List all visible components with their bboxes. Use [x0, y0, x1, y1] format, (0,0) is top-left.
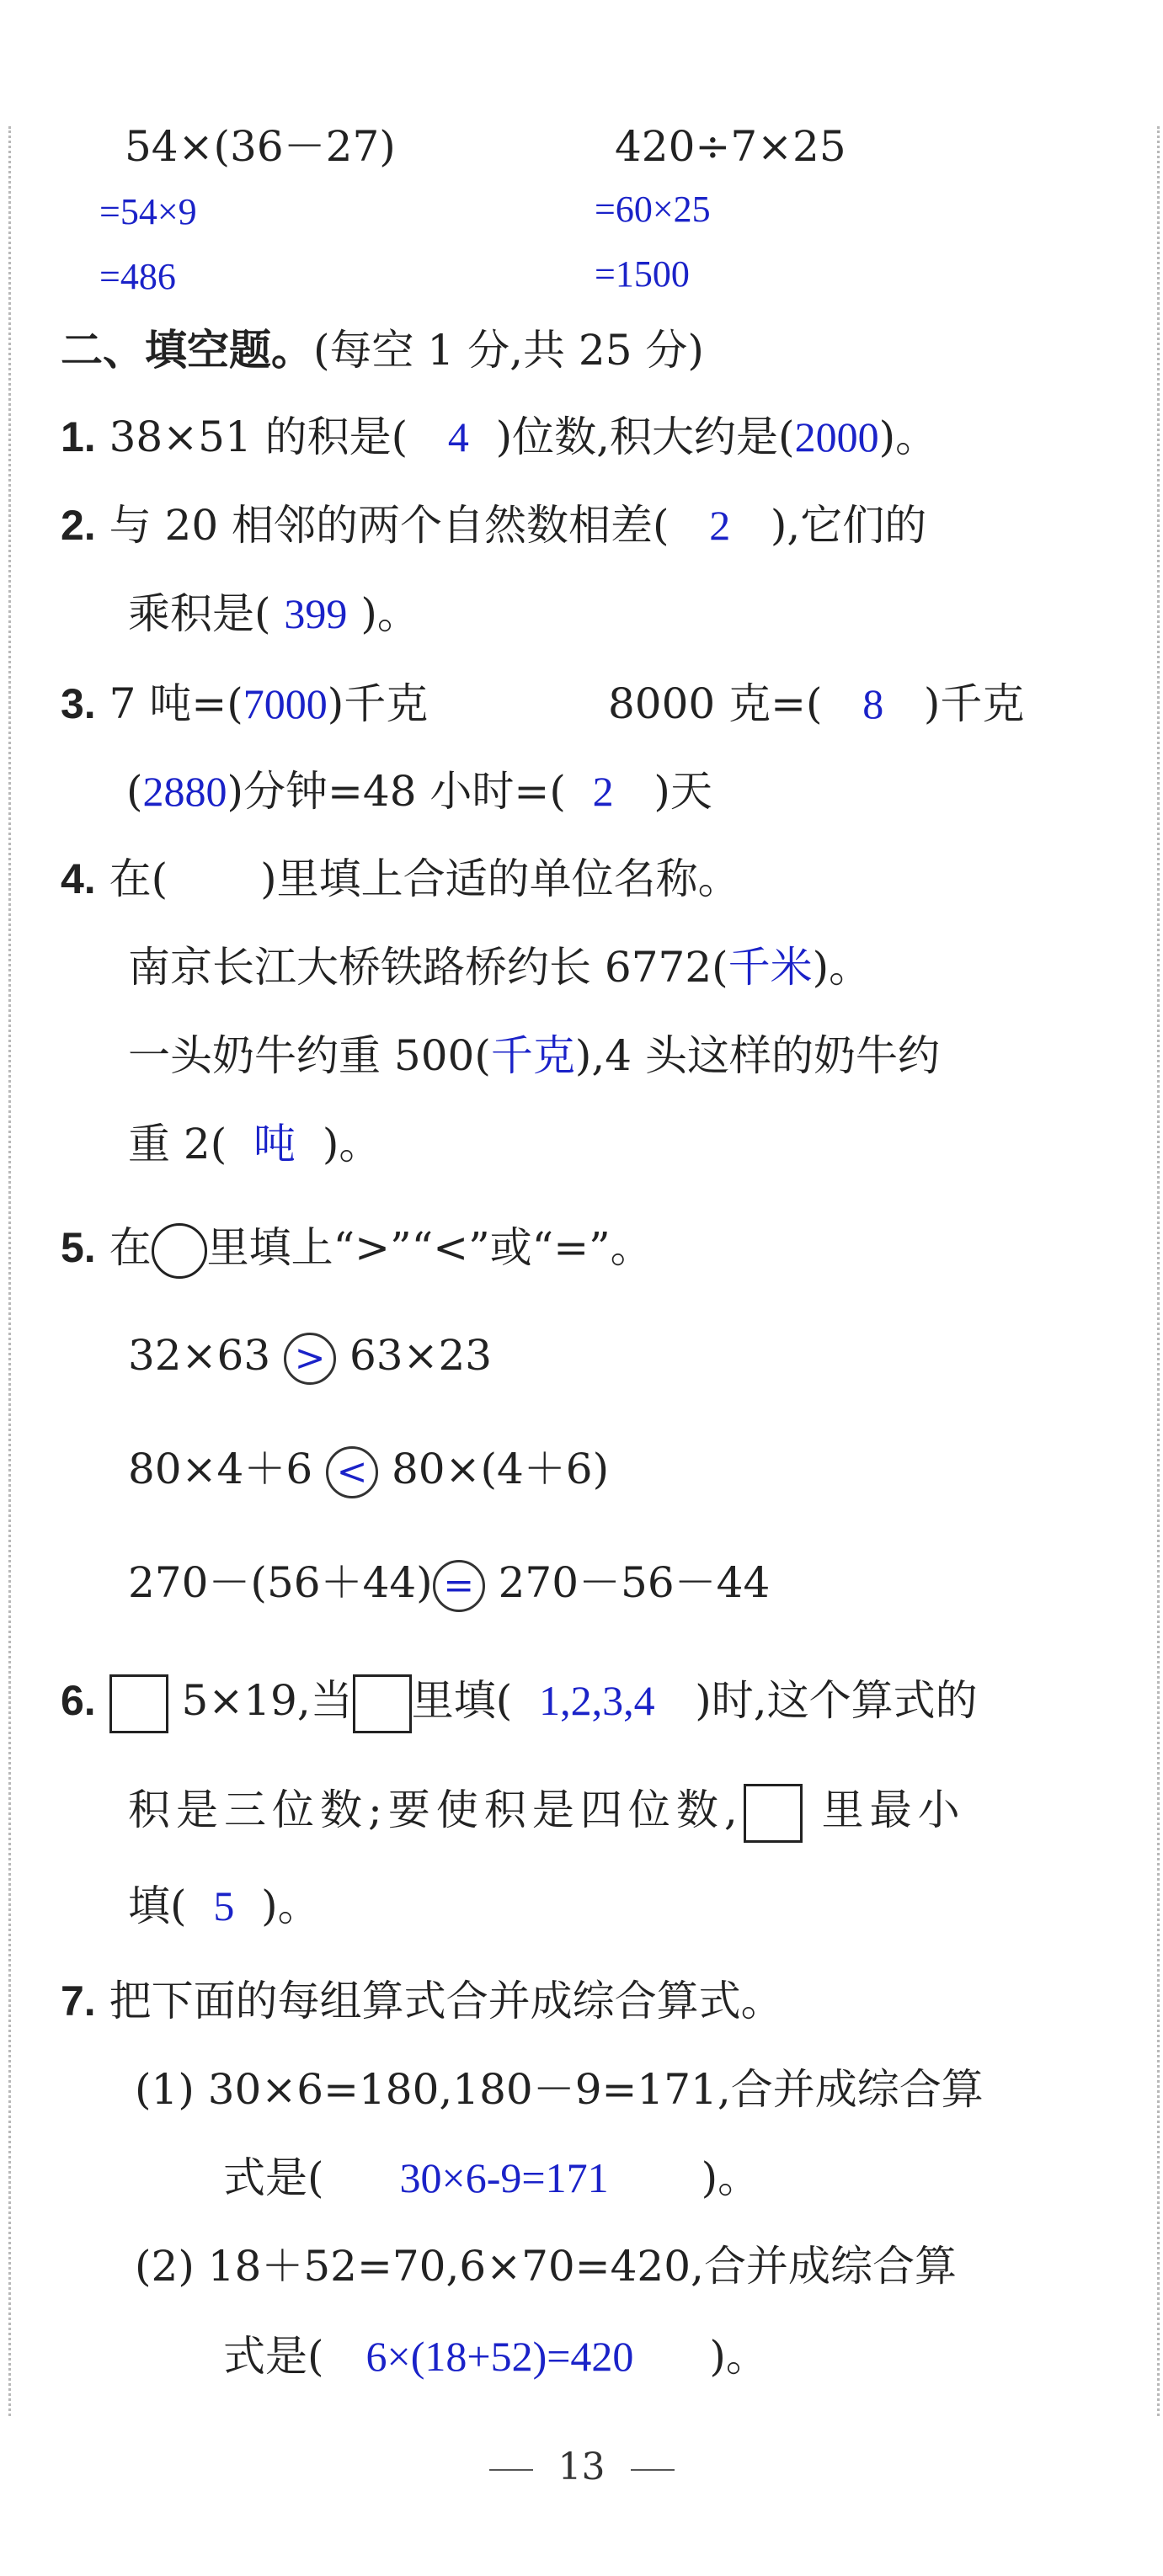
question-text: 里最小 — [821, 1786, 966, 1834]
compare-answer: < — [326, 1446, 378, 1498]
answer-unit-length: 千米 — [728, 944, 813, 991]
question-text: )。 — [701, 2153, 760, 2202]
calc-right-step1: =60×25 — [595, 189, 711, 230]
question-4-line4 — [128, 1117, 381, 1171]
question-number: 5. — [61, 1224, 96, 1271]
question-text: 南京长江大桥铁路桥约长 6772( — [128, 943, 728, 992]
question-text: )。 — [878, 412, 938, 461]
question-number: 4. — [61, 855, 96, 902]
question-7-part2 — [135, 2239, 957, 2293]
question-text: 里填上“>”“<”或“=”。 — [206, 1223, 653, 1272]
calc-left-step2: =486 — [99, 256, 176, 297]
answer-product: 399 — [284, 590, 348, 637]
part-label: (1) — [135, 2065, 195, 2114]
question-text: 8000 克=( — [608, 679, 823, 728]
question-3 — [61, 677, 428, 731]
calc-left-expression: 54×(36－27) — [125, 122, 396, 171]
question-text: 在( — [109, 854, 168, 903]
compare-answer: > — [284, 1333, 336, 1385]
question-5 — [61, 1221, 653, 1279]
section-note: (每空 1 分,共 25 分) — [313, 326, 704, 375]
question-text: 重 2( — [128, 1120, 227, 1168]
question-3-line2 — [126, 764, 712, 818]
question-text: 一头奶牛约重 500( — [128, 1031, 491, 1080]
question-7-part2-line2 — [223, 2329, 768, 2383]
section-heading — [61, 323, 704, 377]
question-6-line3 — [128, 1879, 320, 1933]
question-text: 7 吨=( — [109, 679, 243, 728]
question-text: ),它们的 — [770, 501, 927, 550]
question-text: )天 — [654, 767, 712, 816]
question-text: 在 — [109, 1223, 152, 1272]
question-text: 式是( — [223, 2153, 324, 2202]
question-text: 5×19,当 — [181, 1676, 353, 1725]
question-text: 积是三位数;要使积是四位数, — [128, 1786, 744, 1834]
calc-right-expression: 420÷7×25 — [615, 122, 846, 171]
question-text: )时,这个算式的 — [695, 1676, 978, 1725]
question-text: )千克 — [327, 679, 429, 728]
question-text: )位数,积大约是( — [495, 412, 795, 461]
section-title: 二、填空题。 — [61, 325, 313, 375]
question-text: )千克 — [923, 679, 1025, 728]
right-dotted-margin — [1157, 126, 1160, 2416]
answer-digits-list: 1,2,3,4 — [539, 1677, 655, 1724]
empty-circle-icon — [152, 1223, 207, 1279]
question-text: )里填上合适的单位名称。 — [260, 854, 740, 903]
question-text: )分钟=48 小时=( — [227, 767, 566, 816]
question-text: ( — [126, 767, 143, 816]
question-number: 7. — [61, 1977, 96, 2025]
blank-box-icon — [744, 1784, 803, 1843]
compare-row-2 — [128, 1442, 609, 1498]
answer-estimate: 2000 — [794, 413, 879, 460]
footer-dash-left — [489, 2469, 533, 2471]
part-label: (2) — [135, 2242, 195, 2291]
question-4-line2 — [128, 940, 871, 994]
question-7-part1 — [135, 2062, 984, 2116]
answer-combined-2: 6×(18+52)=420 — [365, 2333, 634, 2380]
question-7 — [61, 1974, 783, 2028]
question-text: 式是( — [223, 2332, 324, 2381]
question-text: ),4 头这样的奶牛约 — [574, 1031, 940, 1080]
page-footer — [0, 2446, 1163, 2488]
blank-box-icon — [109, 1674, 168, 1733]
answer-minutes: 2880 — [142, 768, 227, 815]
question-1 — [61, 410, 937, 464]
question-6-line2 — [128, 1783, 966, 1843]
compare-row-3 — [128, 1556, 770, 1612]
question-text: )。 — [261, 1881, 320, 1930]
compare-right: 63×23 — [349, 1331, 493, 1380]
answer-days: 2 — [592, 768, 614, 815]
answer-unit-weight: 千克 — [490, 1032, 575, 1079]
compare-left: 270－(56＋44) — [128, 1558, 433, 1607]
question-text: 38×51 的积是( — [109, 412, 408, 461]
answer-digits: 4 — [447, 413, 469, 460]
answer-combined-1: 30×6-9=171 — [399, 2154, 609, 2201]
answer-kilograms-2: 8 — [862, 680, 884, 727]
question-number: 3. — [61, 680, 96, 727]
question-text: 乘积是( — [128, 589, 271, 638]
question-3-part2 — [608, 677, 1024, 731]
compare-right: 80×(4＋6) — [391, 1445, 610, 1493]
left-dotted-margin — [8, 126, 11, 2416]
question-text: 30×6=180,180－9=171,合并成综合算 — [207, 2065, 984, 2114]
question-text: )。 — [709, 2332, 768, 2381]
question-2 — [61, 498, 926, 552]
question-6 — [61, 1674, 978, 1733]
question-number: 2. — [61, 502, 96, 549]
compare-row-1 — [128, 1328, 492, 1385]
question-text: )。 — [812, 943, 872, 992]
compare-answer: = — [433, 1560, 485, 1612]
compare-left: 32×63 — [128, 1331, 271, 1380]
question-number: 1. — [61, 413, 96, 460]
question-4-line3 — [128, 1029, 940, 1083]
answer-unit-ton: 吨 — [253, 1120, 296, 1168]
question-4 — [61, 852, 740, 906]
question-text: 与 20 相邻的两个自然数相差( — [109, 501, 670, 550]
footer-dash-right — [631, 2469, 675, 2471]
question-text: )。 — [360, 589, 419, 638]
question-text: )。 — [322, 1120, 381, 1168]
question-text: 填( — [128, 1881, 187, 1930]
question-number: 6. — [61, 1677, 96, 1724]
calc-right-step2: =1500 — [595, 253, 690, 295]
answer-kilograms: 7000 — [243, 680, 328, 727]
question-2-line2 — [128, 587, 419, 641]
question-text: 里填( — [411, 1676, 513, 1725]
compare-right: 270－56－44 — [498, 1558, 771, 1607]
question-text: 18＋52=70,6×70=420,合并成综合算 — [207, 2242, 957, 2291]
question-7-part1-line2 — [223, 2151, 760, 2205]
compare-left: 80×4＋6 — [128, 1445, 313, 1493]
page-number: 13 — [557, 2446, 606, 2488]
calc-left-step1: =54×9 — [99, 191, 197, 232]
question-text: 把下面的每组算式合并成综合算式。 — [109, 1977, 783, 2025]
answer-difference: 2 — [709, 502, 731, 549]
blank-box-icon — [353, 1674, 412, 1733]
answer-minimum: 5 — [213, 1882, 235, 1929]
